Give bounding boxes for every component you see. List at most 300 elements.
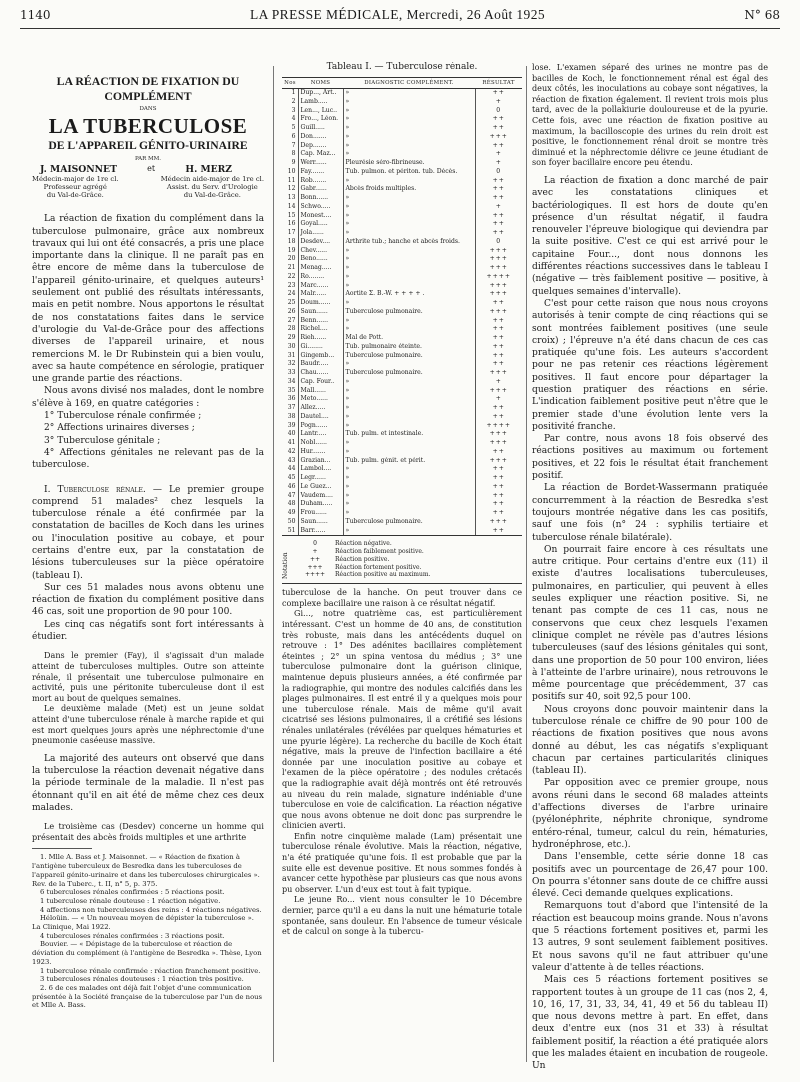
- row-result: 0: [475, 238, 522, 247]
- table-row: [282, 299, 522, 308]
- table-row: [282, 168, 522, 177]
- table-row: [282, 308, 522, 317]
- row-number: 20: [287, 255, 296, 263]
- table-row: [282, 518, 522, 527]
- table-row: [282, 509, 522, 518]
- row-number: 40: [287, 430, 296, 438]
- row-name: Fro..., Léon.: [298, 115, 343, 124]
- row-diagnosis: Tuberculose pulmonaire.: [343, 518, 475, 527]
- row-name: Goyal.....: [298, 220, 343, 229]
- row-result: ++: [475, 343, 522, 352]
- table-row: [282, 142, 522, 151]
- row-number: 38: [287, 412, 296, 420]
- authors: [32, 164, 264, 175]
- table-row: [282, 448, 522, 457]
- row-number: 14: [287, 202, 296, 210]
- row-diagnosis: »: [343, 98, 475, 107]
- row-number: 46: [287, 482, 296, 490]
- row-result: ++: [475, 220, 522, 229]
- row-number: 11: [287, 176, 296, 184]
- row-result: ++: [475, 492, 522, 501]
- row-result: ++++: [475, 273, 522, 282]
- table-row: [282, 238, 522, 247]
- row-result: ++: [475, 89, 522, 98]
- legend-text: Réaction fortement positive.: [335, 563, 422, 571]
- row-name: Benn......: [298, 317, 343, 326]
- row-result: ++: [475, 500, 522, 509]
- row-number: 19: [287, 246, 296, 254]
- paragraph: La majorité des auteurs ont observé que dans la tuberculose la réaction devenait négative dans la période terminale de la maladie. Il n'est pas étonnant qu'il en ait été de même chez ces deux malades.: [32, 753, 264, 813]
- footnote-rule: [32, 848, 92, 849]
- table-row: [282, 325, 522, 334]
- table-row: [282, 352, 522, 361]
- paragraph: Le troisième cas (Desdev) concerne un homme qui présentait des abcès froids multiples et une arthrite: [32, 821, 264, 842]
- table-row: [282, 387, 522, 396]
- row-result: ++: [475, 325, 522, 334]
- paragraph: Le jeune Ro... vient nous consulter le 10 Décembre dernier, parce qu'il a eu dans la nuit une hématurie totale spontanée, sans douleur. En l'absence de tumeur vésicale et de calcul on songe à la tubercu-: [282, 894, 522, 937]
- table-row: [282, 185, 522, 194]
- table-row: [282, 422, 522, 431]
- legend-row: [295, 571, 430, 579]
- row-number: 27: [287, 316, 296, 324]
- row-diagnosis: Abcès froids multiples.: [343, 185, 475, 194]
- row-result: ++: [475, 334, 522, 343]
- row-diagnosis: »: [343, 89, 475, 98]
- row-result: +++: [475, 255, 522, 264]
- table-header: RÉSULTAT: [475, 78, 522, 89]
- row-name: Marc......: [298, 282, 343, 291]
- row-diagnosis: »: [343, 177, 475, 186]
- row-diagnosis: »: [343, 317, 475, 326]
- row-diagnosis: »: [343, 124, 475, 133]
- row-result: ++: [475, 483, 522, 492]
- table-row: [282, 133, 522, 142]
- column-1: [32, 74, 264, 1072]
- footnote: 1 tuberculose rénale confirmée : réaction franchement positive.: [40, 966, 261, 975]
- row-number: 33: [287, 369, 296, 376]
- legend-symbol: ++++: [304, 571, 326, 579]
- page-header: [20, 4, 780, 26]
- legend-symbol: 0: [313, 540, 317, 548]
- table-row: [282, 290, 522, 299]
- legend-text: Réaction négative.: [335, 540, 392, 548]
- row-diagnosis: »: [343, 325, 475, 334]
- table-row: [282, 483, 522, 492]
- paragraph: On pourrait faire encore à ces résultats une autre critique. Pour certains d'entre eux (11) il existe d'autres localisations tuberculeuses, pulmonaires, en particulier, qui peuvent à elles seules expliquer une réaction positive. Si, ne tenant pas compte de ces 11 cas, nous ne conservons que ceux chez lesquels l'examen clinique complet ne révèle pas d'autres lésions tuberculeuses (sauf des lésions génitales qui sont, dans une proportion de 50 pour 100 environ, liées à l'atteinte de l'arbre urinaire), nous retrouvons le même pourcentage que précédemment, 37 cas positifs sur 40, soit 92,5 pour 100.: [532, 544, 768, 703]
- row-name: Schwo.....: [298, 203, 343, 212]
- footnote: 4 affections non tuberculeuses des reins : 4 réactions négatives.: [40, 905, 262, 914]
- row-result: +: [475, 159, 522, 168]
- table-row: [282, 159, 522, 168]
- table-row: [282, 317, 522, 326]
- row-result: +++: [475, 369, 522, 378]
- row-result: +++: [475, 247, 522, 256]
- table-header: Nos: [282, 78, 298, 89]
- row-diagnosis: »: [343, 220, 475, 229]
- results-table: [282, 77, 522, 536]
- row-number: 5: [291, 124, 296, 131]
- row-diagnosis: Pleurésie séro-fibrineuse.: [343, 159, 475, 168]
- table-row: [282, 378, 522, 387]
- section-heading: I. Tuberculose rénale.: [44, 484, 146, 495]
- legend-label: Notation: [282, 552, 289, 580]
- author-2: H. MERZ: [185, 164, 232, 175]
- column-2: [282, 62, 522, 1076]
- row-name: Malr......: [298, 290, 343, 299]
- row-name: Hur.......: [298, 448, 343, 457]
- row-number: 4: [291, 115, 296, 123]
- row-name: Nobl......: [298, 439, 343, 448]
- paragraph: Nous croyons donc pouvoir maintenir dans la tuberculose rénale ce chiffre de 90 pour 100 de réactions de fixation positives que nous avons donné au début, les cas négatifs s'expliquant chacun par certaines particularités cliniques (tableau II).: [532, 704, 768, 777]
- paragraph: Mais ces 5 réactions fortement positives se rapportent toutes à un groupe de 11 cas (nos 2, 4, 10, 16, 17, 31, 33, 34, 41, 49 et 56 du tableau II) que nous devons mettre à part. En effet, dans deux d'entre eux (nos 31 et 33) à résultat faiblement positif, la réaction a été pratiquée alors que les malades étaient en incubation de rougeole. Un: [532, 975, 768, 1072]
- row-result: ++: [475, 317, 522, 326]
- row-name: Lamb.....: [298, 98, 343, 107]
- legend-symbol: ++: [309, 555, 321, 563]
- row-diagnosis: »: [343, 282, 475, 291]
- row-number: 41: [287, 439, 296, 446]
- row-result: +: [475, 98, 522, 107]
- row-result: ++: [475, 212, 522, 221]
- column-divider: [273, 66, 274, 1062]
- row-name: Gingemb...: [298, 352, 343, 361]
- row-name: Rob.......: [298, 177, 343, 186]
- row-diagnosis: »: [343, 212, 475, 221]
- row-diagnosis: Mal de Pott.: [343, 334, 475, 343]
- row-diagnosis: »: [343, 360, 475, 369]
- row-diagnosis: »: [343, 483, 475, 492]
- row-result: ++: [475, 465, 522, 474]
- row-name: Werr......: [298, 159, 343, 168]
- row-name: Barr......: [298, 527, 343, 536]
- row-result: +++: [475, 457, 522, 466]
- legend-row: [295, 540, 430, 548]
- legend-text: Réaction positive au maximum.: [335, 571, 431, 579]
- row-diagnosis: »: [343, 509, 475, 518]
- row-result: +++: [475, 439, 522, 448]
- row-number: 30: [287, 342, 296, 350]
- row-number: 29: [287, 334, 296, 341]
- table-row: [282, 492, 522, 501]
- article-title-dans: DANS: [139, 106, 157, 112]
- row-diagnosis: Tuberculose pulmonaire.: [343, 369, 475, 378]
- row-name: Lambol....: [298, 465, 343, 474]
- row-result: ++: [475, 527, 522, 536]
- author-1-affiliation: Médecin-major de 1re cl. Professeur agrégé du Val-de-Grâce.: [32, 175, 119, 200]
- row-name: Doum......: [298, 299, 343, 308]
- row-number: 49: [287, 509, 296, 516]
- row-diagnosis: Tub. pulm. génit. et périt.: [343, 457, 475, 466]
- row-diagnosis: »: [343, 299, 475, 308]
- row-name: Richel....: [298, 325, 343, 334]
- row-number: 7: [291, 141, 296, 149]
- row-result: ++: [475, 194, 522, 203]
- category-item: 4° Affections génitales ne relevant pas de la tuberculose.: [32, 447, 264, 471]
- footnote: 4 tuberculoses rénales confirmées : 3 réactions posit.: [40, 931, 225, 940]
- row-name: Legr......: [298, 474, 343, 483]
- row-name: Rieh......: [298, 334, 343, 343]
- row-name: Mall......: [298, 387, 343, 396]
- row-number: 3: [291, 106, 296, 114]
- row-number: 31: [287, 351, 296, 359]
- row-number: 43: [287, 456, 296, 464]
- author-1: J. MAISONNET: [40, 164, 117, 175]
- row-name: Allez.....: [298, 404, 343, 413]
- table-row: [282, 474, 522, 483]
- table-row: [282, 229, 522, 238]
- row-diagnosis: »: [343, 255, 475, 264]
- row-number: 32: [287, 360, 296, 368]
- section-paragraph: [32, 484, 264, 582]
- table-row: [282, 343, 522, 352]
- row-name: Cap. Four..: [298, 378, 343, 387]
- row-diagnosis: Tub. pulm. et intestinale.: [343, 430, 475, 439]
- table-row: [282, 465, 522, 474]
- page-number: 1140: [20, 8, 51, 22]
- row-name: Desdev....: [298, 238, 343, 247]
- row-diagnosis: »: [343, 387, 475, 396]
- table-row: [282, 282, 522, 291]
- table-row: [282, 89, 522, 98]
- category-item: 2° Affections urinaires diverses ;: [44, 423, 195, 434]
- row-result: +++: [475, 282, 522, 291]
- row-name: Dep.......: [298, 142, 343, 151]
- row-result: 0: [475, 107, 522, 116]
- row-diagnosis: »: [343, 413, 475, 422]
- row-result: ++: [475, 474, 522, 483]
- table-header: NOMS: [298, 78, 343, 89]
- row-name: Beno......: [298, 255, 343, 264]
- row-result: +++: [475, 264, 522, 273]
- table-row: [282, 150, 522, 159]
- row-name: Menag.....: [298, 264, 343, 273]
- row-result: +++: [475, 133, 522, 142]
- legend-text: Réaction faiblement positive.: [335, 548, 424, 556]
- row-number: 24: [287, 290, 296, 298]
- row-name: Pogn......: [298, 422, 343, 431]
- row-result: ++: [475, 177, 522, 186]
- paragraph: La réaction de fixation du complément dans la tuberculose pulmonaire, grâce aux nombreux travaux qui lui ont été consacrés, a pris une place importante dans la clinique. Il ne paraît pas en être encore de même dans la tuberculose de l'appareil génito-urinaire, et quelques auteurs¹ seulement ont publié des résultats intéressants, mais en petit nombre. Nous apportons le résultat de nos constatations faites dans le service d'urologie du Val-de-Grâce pour des affections diverses de l'appareil urinaire, et nous remercions M. le Dr Rubinstein qui a bien voulu, avec sa haute compétence en sérologie, pratiquer une grande partie des réactions.: [32, 214, 264, 385]
- row-result: ++: [475, 404, 522, 413]
- row-diagnosis: »: [343, 115, 475, 124]
- row-number: 36: [287, 395, 296, 403]
- row-name: Don.......: [298, 133, 343, 142]
- table-row: [282, 395, 522, 404]
- paragraph: Nous avons divisé nos malades, dont le nombre s'élève à 169, en quatre catégories :: [32, 386, 264, 409]
- table-row: [282, 457, 522, 466]
- row-name: Lantr.....: [298, 430, 343, 439]
- table-title: Tableau I. — Tuberculose rénale.: [326, 62, 478, 72]
- article-title-line1: LA RÉACTION DE FIXATION DU COMPLÉMENT: [56, 74, 240, 103]
- row-result: ++: [475, 185, 522, 194]
- table-header: DIAGNOSTIC COMPLÉMENT.: [343, 78, 475, 89]
- row-diagnosis: »: [343, 492, 475, 501]
- table-row: [282, 177, 522, 186]
- table-row: [282, 334, 522, 343]
- row-name: Meto......: [298, 395, 343, 404]
- row-number: 17: [287, 229, 296, 236]
- row-name: Dup..., Art..: [298, 89, 343, 98]
- legend-symbol: +: [312, 548, 318, 556]
- row-diagnosis: Tub. pulmon. et périton. tub. Décès.: [343, 168, 475, 177]
- row-result: +: [475, 378, 522, 387]
- row-result: ++: [475, 115, 522, 124]
- row-number: 12: [287, 185, 296, 193]
- row-name: Fay.......: [298, 168, 343, 177]
- row-result: ++: [475, 360, 522, 369]
- row-diagnosis: Tuberculose pulmonaire.: [343, 308, 475, 317]
- row-name: Frou......: [298, 509, 343, 518]
- category-item: 3° Tuberculose génitale ;: [44, 435, 161, 446]
- paragraph: Les cinq cas négatifs sont fort intéressants à étudier.: [32, 619, 264, 643]
- table-row: [282, 527, 522, 536]
- row-name: Duham.....: [298, 500, 343, 509]
- row-result: ++: [475, 509, 522, 518]
- row-result: +++: [475, 518, 522, 527]
- footnote: 3 tuberculoses rénales douteuses : 1 réaction très positive.: [40, 975, 244, 984]
- row-number: 45: [287, 474, 296, 481]
- paragraph: C'est pour cette raison que nous nous croyons autorisés à tenir compte de cinq réactions qui se sont montrées faiblement positives (une seule croix) ; l'épreuve n'a été dans chacun de ces cas pratiquée qu'une fois. Les auteurs s'accordent pour ne pas retenir ces réactions légèrement positives. Il faut encore pour départager la question pratiquer des réactions en série. L'indication faiblement positive peut n'être que le premier stade d'une évolution lente vers la positivité franche.: [532, 298, 768, 432]
- table-row: [282, 220, 522, 229]
- table-row: [282, 500, 522, 509]
- section-text: — Le premier groupe comprend 51 malades² chez lesquels la tuberculose rénale a été confirmée par la constatation de bacilles de Koch dans les urines ou l'inoculation positive au cobaye, et pour certains d'entre eux, par la constatation de lésions tuberculeuses sur la pièce opératoire (tableau I).: [32, 484, 264, 581]
- row-number: 15: [287, 211, 296, 219]
- row-number: 6: [291, 132, 296, 140]
- row-diagnosis: »: [343, 107, 475, 116]
- row-name: Baudr.....: [298, 360, 343, 369]
- paragraph: La réaction de Bordet-Wassermann pratiquée concurremment à la réaction de Besredka s'est toujours montrée négative dans les cas positifs, sauf une fois (n° 24 : syphilis tertiaire et tuberculose rénale bilatérale).: [532, 483, 768, 543]
- footnote: Bouvier. — « Dépistage de la tuberculose et réaction de déviation du complément (à l'antigène de Besredka ». Thèse, Lyon 1923.: [32, 940, 262, 966]
- table-row: [282, 212, 522, 221]
- row-result: +: [475, 203, 522, 212]
- row-diagnosis: »: [343, 142, 475, 151]
- row-number: 44: [287, 465, 296, 473]
- row-number: 48: [287, 500, 296, 508]
- paragraph: tuberculose de la hanche. On peut trouver dans ce complexe bacillaire une raison à ce résultat négatif.: [282, 587, 522, 608]
- row-diagnosis: »: [343, 264, 475, 273]
- footnote: 1 tuberculose rénale douteuse : 1 réaction négative.: [40, 896, 221, 905]
- row-number: 50: [287, 517, 296, 525]
- column-divider: [526, 66, 527, 1062]
- legend-row: [295, 564, 430, 572]
- table-row: [282, 413, 522, 422]
- article-title-line3: DE L'APPAREIL GÉNITO-URINAIRE: [48, 139, 248, 152]
- row-name: Guill.....: [298, 124, 343, 133]
- row-result: ++: [475, 413, 522, 422]
- row-number: 25: [287, 299, 296, 306]
- row-name: Ro........: [298, 273, 343, 282]
- row-diagnosis: »: [343, 194, 475, 203]
- row-result: ++: [475, 448, 522, 457]
- header-rule: [20, 28, 780, 29]
- row-diagnosis: »: [343, 422, 475, 431]
- table-row: [282, 273, 522, 282]
- row-diagnosis: »: [343, 395, 475, 404]
- row-name: Jola......: [298, 229, 343, 238]
- row-result: +++: [475, 308, 522, 317]
- row-result: ++: [475, 142, 522, 151]
- par-label: PAR MM.: [134, 156, 162, 162]
- row-number: 51: [282, 527, 298, 536]
- row-number: 22: [287, 272, 296, 280]
- table-row: [282, 203, 522, 212]
- row-name: Monest....: [298, 212, 343, 221]
- row-result: +++: [475, 290, 522, 299]
- row-result: +++: [475, 387, 522, 396]
- row-diagnosis: »: [343, 203, 475, 212]
- paragraph: Enfin notre cinquième malade (Lam) présentait une tuberculose rénale évolutive. Mais la réaction, négative, n'a été pratiquée qu'une fois. Il est probable que par la suite elle est devenue positive. Et nous sommes fondés à avancer cette hypothèse par plusieurs cas que nous avons pu observer. L'un d'eux est tout à fait typique.: [282, 830, 522, 894]
- row-number: 8: [291, 150, 296, 158]
- table-row: [282, 124, 522, 133]
- row-diagnosis: »: [343, 229, 475, 238]
- row-diagnosis: »: [343, 448, 475, 457]
- paragraph: Dans le premier (Fay), il s'agissait d'un malade atteint de tuberculoses multiples. Outre son atteinte rénale, il présentait une tuberculose pulmonaire en activité, puis une péritonite tuberculeuse dont il est mort au bout de quelques semaines.: [32, 650, 264, 703]
- row-number: 37: [287, 404, 296, 411]
- row-diagnosis: »: [343, 500, 475, 509]
- table-row: [282, 404, 522, 413]
- paragraph: Par opposition avec ce premier groupe, nous avons réuni dans le second 68 malades atteints d'affections diverses de l'arbre urinaire (pyélonéphrite, néphrite chronique, syndrome entéro-rénal, tumeur, calcul du rein, hématuries, hydronéphrose, etc.).: [532, 778, 768, 850]
- row-number: 26: [287, 307, 296, 315]
- row-result: ++: [475, 229, 522, 238]
- row-diagnosis: »: [343, 439, 475, 448]
- row-diagnosis: Aortite Σ. B.-W. + + + + .: [343, 290, 475, 299]
- paragraph: lose. L'examen séparé des urines ne montre pas de bacilles de Koch, le fonctionnement rénal est égal des deux côtés, les inoculations au cobaye sont négatives, la réaction de fixation également. Il revient trois mois plus tard, avec de la pollakiurie douloureuse et de la pyurie. Cette fois, avec une réaction de fixation positive au maximum, la bacilloscopie des urines du rein droit est positive, le fonctionnement rénal droit se montre très diminué et la néphrectomie délivre ce jeune étudiant de son foyer bacillaire encore peu étendu.: [532, 62, 768, 168]
- paragraph: La réaction de fixation a donc marché de pair avec les constatations cliniques et bactériologiques. Il est hors de doute qu'en présence d'un résultat négatif, il faudra renouveler l'épreuve biologique qui deviendra par la suite positive. C'est ce qui est arrivé pour le capitaine Four..., dont nous donnons les différentes réactions successives dans le tableau I (négative — très faiblement positive — positive, à quelques semaines d'intervalle).: [532, 175, 768, 297]
- paragraph: Sur ces 51 malades nous avons obtenu une réaction de fixation du complément positive dans 46 cas, soit une proportion de 90 pour 100.: [32, 582, 264, 618]
- table-row: [282, 194, 522, 203]
- table-row: [282, 247, 522, 256]
- row-name: Chev......: [298, 247, 343, 256]
- row-name: Len..., Luc..: [298, 107, 343, 116]
- row-diagnosis: Tuberculose pulmonaire.: [343, 352, 475, 361]
- row-number: 1: [291, 89, 296, 96]
- author-separator: et: [147, 164, 156, 173]
- row-diagnosis: »: [343, 527, 475, 536]
- row-number: 39: [287, 421, 296, 429]
- row-number: 18: [287, 237, 296, 245]
- legend-row: [295, 556, 430, 564]
- table-legend: [282, 540, 522, 584]
- row-number: 34: [287, 377, 296, 385]
- row-number: 35: [287, 386, 296, 394]
- table-row: [282, 430, 522, 439]
- row-number: 10: [287, 167, 296, 175]
- row-number: 28: [287, 325, 296, 333]
- paragraph: Par contre, nous avons 18 fois observé des réactions positives au maximum ou fortement positives, et 22 fois le résultat était franchement positif.: [532, 434, 768, 482]
- paragraph: Le deuxième malade (Met) est un jeune soldat atteint d'une tuberculose rénale à marche rapide et qui est mort quelques jours après une néphrectomie d'une pneumonie caséeuse massive.: [32, 703, 264, 746]
- row-diagnosis: Arthrite tub.; hanche et abcès froids.: [343, 238, 475, 247]
- row-diagnosis: »: [343, 474, 475, 483]
- row-name: Cap. Maz...: [298, 150, 343, 159]
- row-result: 0: [475, 168, 522, 177]
- row-number: 9: [291, 159, 296, 166]
- row-name: Gi........: [298, 343, 343, 352]
- row-diagnosis: »: [343, 247, 475, 256]
- row-number: 2: [291, 97, 296, 105]
- row-name: Gabr......: [298, 185, 343, 194]
- row-number: 16: [287, 220, 296, 228]
- footnote: 6 tuberculoses rénales confirmées : 5 réactions posit.: [40, 888, 225, 897]
- paragraph: Gi..., notre quatrième cas, est particulièrement intéressant. C'est un homme de 40 ans, de constitution très robuste, mais dans les antécédents duquel on retrouve : 1° Des adénites bacillaires complètement éteintes ; 2° un spina ventosa du médius ; 3° une tuberculose pulmonaire dont la guérison clinique, maintenue depuis plusieurs années, a été confirmée par la radiographie, qui montre des nodules calcifiés dans les plages pulmonaires. Il est entré il y a quelques mois pour une tuberculose rénale. Mais de même qu'il avait cicatrisé ses lésions pulmonaires, il a crétifié ses lésions rénales unilatérales (révélées par quelques hématuries et une pyurie légère). La recherche du bacille de Koch était négative, mais la preuve de l'infection bacillaire a été donnée par une inoculation positive au cobaye et l'examen de la pièce opératoire ; des nodules crétacés que la radiographie avait déjà montrés ont été retrouvés au niveau du rein malade, signature indéniable d'une tuberculose en voie de calcification. La réaction négative que nous avons obtenue ne doit donc pas surprendre le clinicien averti.: [282, 608, 522, 831]
- legend-symbol: +++: [307, 563, 323, 571]
- row-name: Chau......: [298, 369, 343, 378]
- row-result: ++: [475, 124, 522, 133]
- affiliations: [32, 175, 264, 199]
- footnote: Héloüin. — « Un nouveau moyen de dépister la tuberculose ». La Clinique, Mai 1922.: [32, 914, 254, 932]
- row-result: ++++: [475, 422, 522, 431]
- legend-row: [295, 548, 430, 556]
- table-row: [282, 369, 522, 378]
- journal-title: LA PRESSE MÉDICALE, Mercredi, 26 Août 1925: [249, 7, 545, 22]
